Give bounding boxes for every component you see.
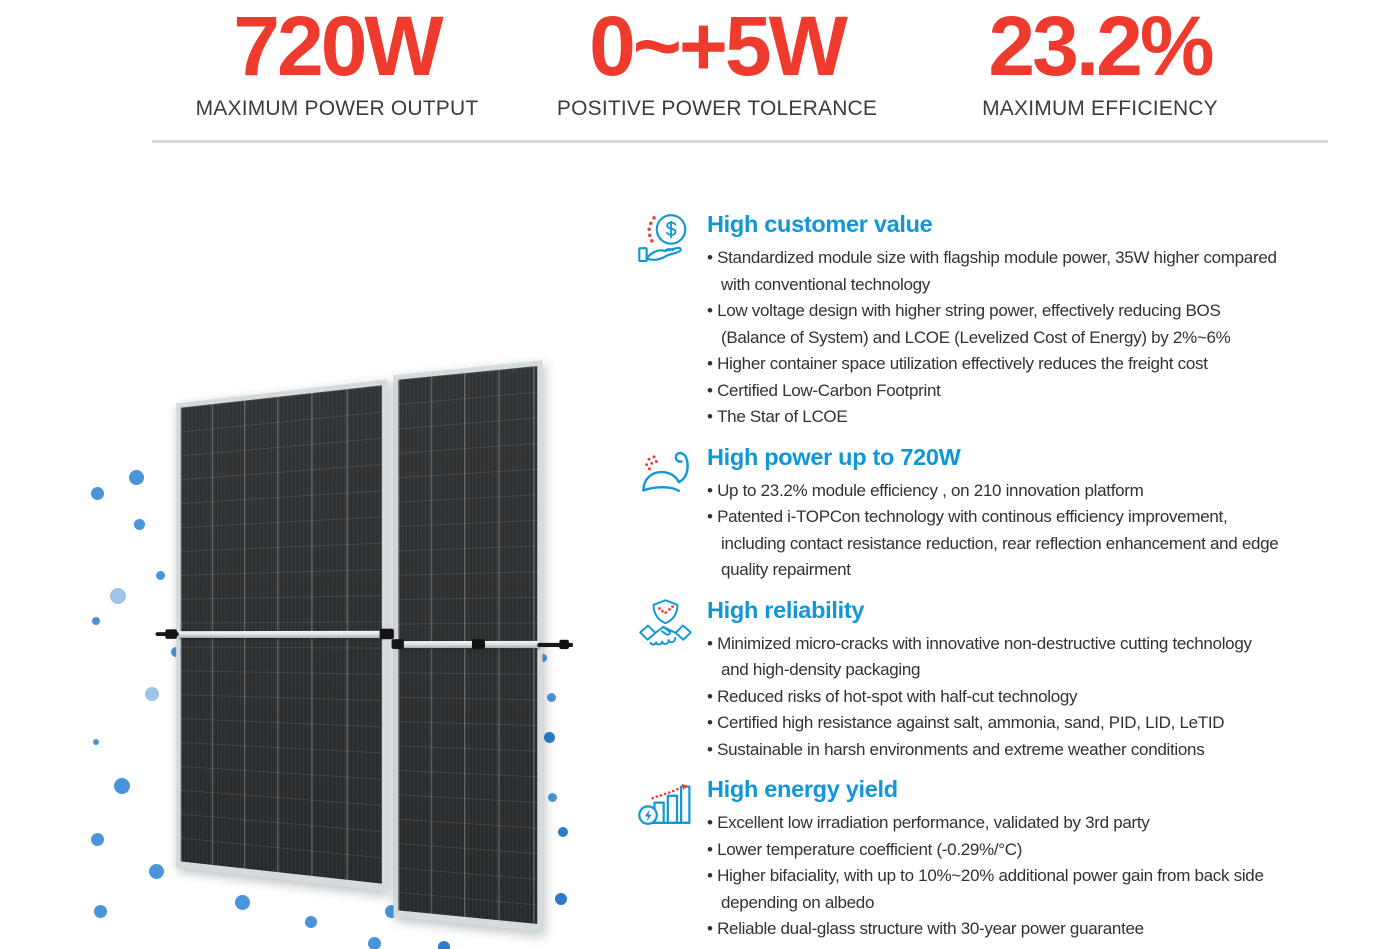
decorative-dot — [305, 916, 317, 928]
feature-bullet: • Excellent low irradiation performance, validated by 3rd party — [707, 810, 1281, 837]
feature-body — [707, 444, 1337, 584]
solar-panel-front — [176, 379, 387, 891]
stat-value: 720W — [233, 0, 441, 93]
decorative-dot — [91, 487, 104, 500]
panel-clamp — [165, 629, 177, 639]
feature-title: High reliability — [707, 596, 865, 623]
feature-title: High power up to 720W — [707, 443, 961, 470]
product-image — [0, 340, 660, 949]
decorative-dot — [145, 687, 159, 701]
feature-bullets — [707, 478, 1281, 584]
stat-value: 0~+5W — [589, 0, 845, 93]
energy-bar-chart-icon — [637, 776, 694, 833]
decorative-dot — [235, 895, 250, 910]
decorative-dot — [547, 693, 556, 702]
feature-bullet: • The Star of LCOE — [707, 404, 1281, 431]
decorative-dot — [156, 571, 165, 580]
decorative-dot — [149, 864, 164, 879]
feature-title: High customer value — [707, 211, 933, 237]
panel-connector-rod — [537, 642, 573, 646]
solar-panel-back — [394, 360, 543, 931]
feature-bullets — [707, 631, 1281, 764]
feature-section — [637, 444, 1337, 584]
feature-bullet: • Higher bifaciality, with up to 10%~20% additional power gain from back side depending on albedo — [707, 863, 1281, 916]
stat — [195, 0, 479, 121]
decorative-dot — [438, 941, 450, 949]
feature-bullet: • Certified high resistance against salt, ammonia, sand, PID, LID, LeTID — [707, 710, 1281, 737]
panel-mounting-bar — [396, 641, 539, 648]
decorative-dot — [114, 778, 130, 794]
decorative-dot — [110, 588, 126, 604]
handshake-shield-icon — [637, 597, 694, 654]
feature-bullet: • Sustainable in harsh environments and extreme weather conditions — [707, 737, 1281, 764]
feature-body — [707, 776, 1337, 943]
flexed-arm-icon — [637, 444, 694, 501]
feature-bullet: • Lower temperature coefficient (-0.29%/°C) — [707, 837, 1281, 864]
decorative-dot — [92, 617, 100, 625]
feature-bullet: • Reliable dual-glass structure with 30-year power guarantee — [707, 916, 1281, 943]
decorative-dot — [368, 937, 381, 949]
panel-clamp — [392, 639, 404, 649]
feature-bullets — [707, 245, 1281, 431]
feature-section — [637, 597, 1337, 764]
panel-clamp — [380, 628, 394, 639]
feature-bullet: • Up to 23.2% module efficiency , on 210 innovation platform — [707, 478, 1281, 505]
stat — [556, 0, 878, 121]
hand-dollar-icon — [637, 211, 694, 268]
feature-bullet: • Standardized module size with flagship module power, 35W higher compared with conventional technology — [707, 245, 1281, 298]
feature-body — [707, 597, 1337, 764]
feature-bullet: • Low voltage design with higher string power, effectively reducing BOS (Balance of System) and LCOE (Levelized Cost of Energy) by 2%~6% — [707, 298, 1281, 351]
stat — [982, 0, 1218, 121]
feature-bullet: • Reduced risks of hot-spot with half-cut technology — [707, 684, 1281, 711]
decorative-dot — [548, 793, 557, 802]
feature-bullet: • Patented i-TOPCon technology with continous efficiency improvement, including contact resistance reduction, rear reflection enhancement and edge quality repairment — [707, 504, 1281, 584]
features-list — [637, 211, 1337, 949]
decorative-dot — [555, 893, 567, 905]
feature-body — [707, 211, 1337, 431]
divider — [152, 140, 1328, 143]
decorative-dot — [544, 732, 555, 743]
stat-label: MAXIMUM POWER OUTPUT — [195, 97, 479, 120]
decorative-dot — [558, 827, 568, 837]
decorative-dot — [94, 905, 107, 918]
decorative-dot — [93, 739, 99, 745]
stat-label: MAXIMUM EFFICIENCY — [982, 97, 1218, 120]
feature-bullet: • Minimized micro-cracks with innovative non-destructive cutting technology and high-density packaging — [707, 631, 1281, 684]
feature-bullet: • Certified Low-Carbon Footprint — [707, 378, 1281, 405]
feature-bullet: • Higher container space utilization effectively reduces the freight cost — [707, 351, 1281, 378]
decorative-dot — [91, 833, 104, 846]
stat-value: 23.2% — [988, 0, 1212, 93]
stat-label: POSITIVE POWER TOLERANCE — [556, 97, 878, 120]
decorative-dot — [134, 519, 145, 530]
feature-section — [637, 211, 1337, 431]
feature-bullets — [707, 810, 1281, 943]
feature-title: High energy yield — [707, 776, 898, 802]
feature-section — [637, 776, 1337, 943]
decorative-dot — [129, 470, 144, 485]
panel-mounting-bar — [179, 630, 384, 637]
panel-clamp — [472, 639, 485, 649]
